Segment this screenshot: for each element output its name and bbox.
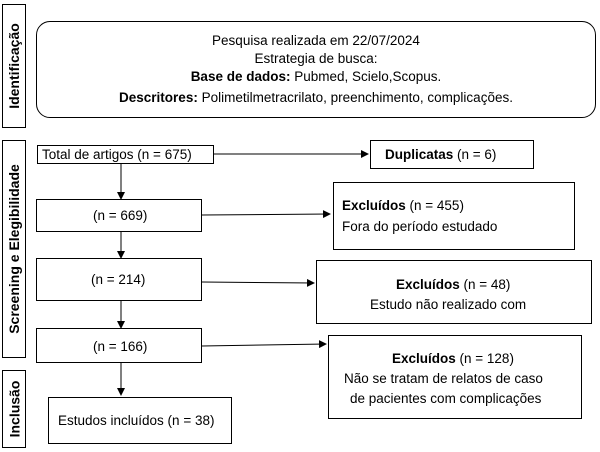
- step-166-text: (n = 166): [93, 339, 148, 354]
- step-214-text: (n = 214): [91, 272, 146, 287]
- excluded-3-reason-1: Não se tratam de relatos de caso: [344, 371, 543, 386]
- excluded-2-label: Excluídos: [396, 277, 460, 292]
- excluded-2-count: (n = 48): [459, 277, 511, 292]
- search-date: Pesquisa realizada em 22/07/2024: [212, 33, 420, 48]
- included-text: Estudos incluídos (n = 38): [58, 413, 215, 428]
- databases-label: Base de dados:: [190, 69, 291, 84]
- duplicates-count: (n = 6): [453, 147, 497, 162]
- descriptors-label: Descritores:: [119, 90, 198, 105]
- duplicates-text: [385, 146, 496, 163]
- search-strategy: Estrategia de busca:: [254, 51, 378, 66]
- total-articles-text: Total de artigos (n = 675): [42, 147, 192, 162]
- excluded-1-label: Excluídos: [342, 198, 406, 213]
- duplicates-label: Duplicatas: [385, 147, 454, 162]
- stage-screening-label: Screening e Elegibilidade: [6, 164, 23, 334]
- excluded-2-reason: Estudo não realizado com: [370, 297, 527, 312]
- excluded-2-title: [396, 276, 510, 293]
- excluded-1-count: (n = 455): [405, 198, 464, 213]
- descriptors-value: Polimetilmetracrilato, preenchimento, complicações.: [197, 90, 513, 105]
- excluded-3-title: [392, 350, 514, 367]
- excluded-1-box: [333, 182, 575, 250]
- arrow-to-excluded-2: [202, 282, 314, 283]
- databases-value: Pubmed, Scielo,Scopus.: [290, 69, 442, 84]
- arrow-to-excluded-3: [202, 344, 326, 346]
- stage-identificacao-label: Identificação: [6, 23, 22, 109]
- excluded-3-label: Excluídos: [392, 351, 456, 366]
- excluded-3-count: (n = 128): [455, 351, 514, 366]
- excluded-3-reason-2: de pacientes com complicações: [350, 391, 542, 406]
- arrow-to-excluded-1: [202, 214, 330, 215]
- step-669-text: (n = 669): [93, 208, 148, 223]
- excluded-1-title: [342, 197, 464, 214]
- excluded-1-reason: Fora do período estudado: [342, 219, 498, 234]
- stage-inclusao-label: Inclusão: [6, 380, 23, 438]
